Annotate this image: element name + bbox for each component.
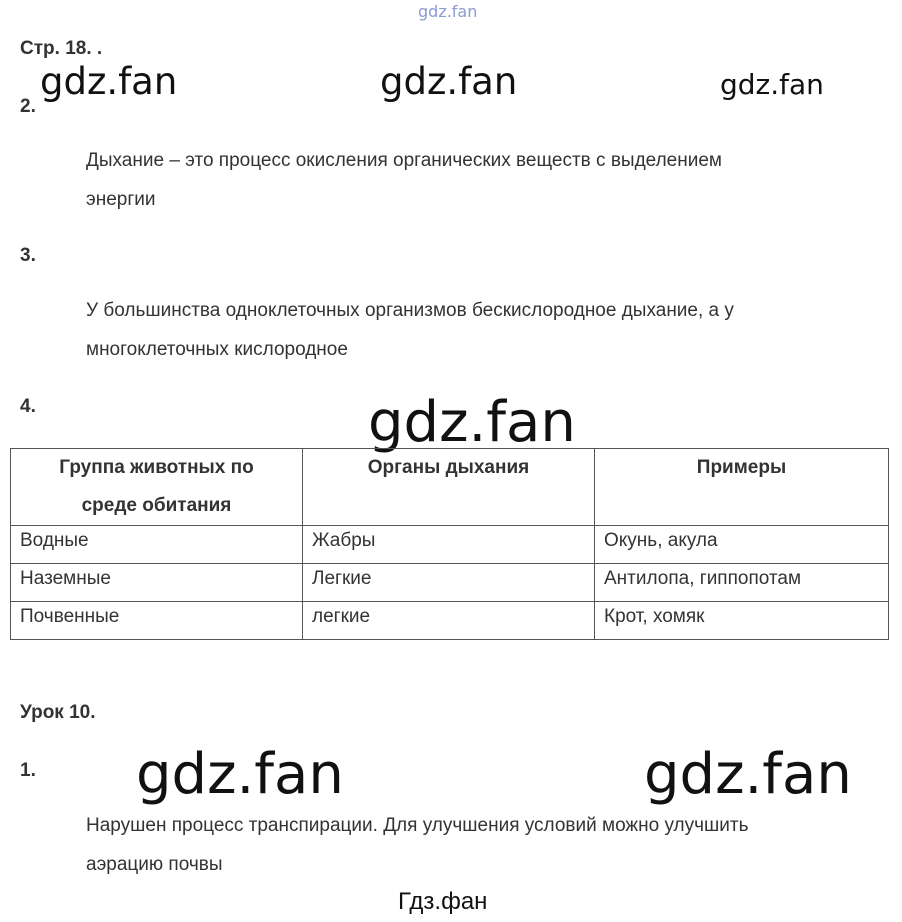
column-header-group <box>11 449 303 526</box>
text-line: многоклеточных кислородное <box>86 339 348 360</box>
column-header-organs <box>303 449 595 526</box>
watermark: gdz.fan <box>136 742 344 807</box>
text-line: Нарушен процесс транспирации. Для улучшения условий можно улучшить <box>86 815 749 836</box>
table-cell: Наземные <box>11 564 303 602</box>
lesson-heading: Урок 10. <box>20 702 96 723</box>
table-cell: Почвенные <box>11 602 303 640</box>
table-cell: Крот, хомяк <box>595 602 889 640</box>
table-cell: Легкие <box>303 564 595 602</box>
item-number: 1. <box>20 760 36 781</box>
watermark-top: gdz.fan <box>418 2 478 21</box>
watermark: gdz.fan <box>644 742 852 807</box>
item-text <box>86 141 722 219</box>
table-cell: Водные <box>11 526 303 564</box>
table-cell: Окунь, акула <box>595 526 889 564</box>
watermark-footer: Гдз.фан <box>398 888 488 915</box>
header-line: Органы дыхания <box>367 457 530 478</box>
column-header-examples <box>595 449 889 526</box>
table-row <box>11 602 889 640</box>
watermark: gdz.fan <box>380 60 518 103</box>
text-line: аэрацию почвы <box>86 854 223 875</box>
watermark: gdz.fan <box>368 390 576 455</box>
item-text <box>86 291 734 369</box>
text-line: энергии <box>86 189 156 210</box>
animals-breathing-table <box>10 448 889 640</box>
item-number: 3. <box>20 245 36 266</box>
table-cell: легкие <box>303 602 595 640</box>
header-line: Группа животных по <box>59 457 254 478</box>
header-line: среде обитания <box>81 495 232 516</box>
table-cell: Антилопа, гиппопотам <box>595 564 889 602</box>
watermark: gdz.fan <box>40 60 178 103</box>
table-row <box>11 526 889 564</box>
item-text <box>86 806 749 884</box>
text-line: Дыхание – это процесс окисления органических веществ с выделением <box>86 150 722 171</box>
item-number: 4. <box>20 396 36 417</box>
item-number: 2. <box>20 96 36 117</box>
page-heading: Стр. 18. . <box>20 38 103 59</box>
text-line: У большинства одноклеточных организмов бескислородное дыхание, а у <box>86 300 734 321</box>
watermark: gdz.fan <box>720 68 824 101</box>
table-row <box>11 564 889 602</box>
table-cell: Жабры <box>303 526 595 564</box>
header-line: Примеры <box>696 457 787 478</box>
table-header-row <box>11 449 889 526</box>
